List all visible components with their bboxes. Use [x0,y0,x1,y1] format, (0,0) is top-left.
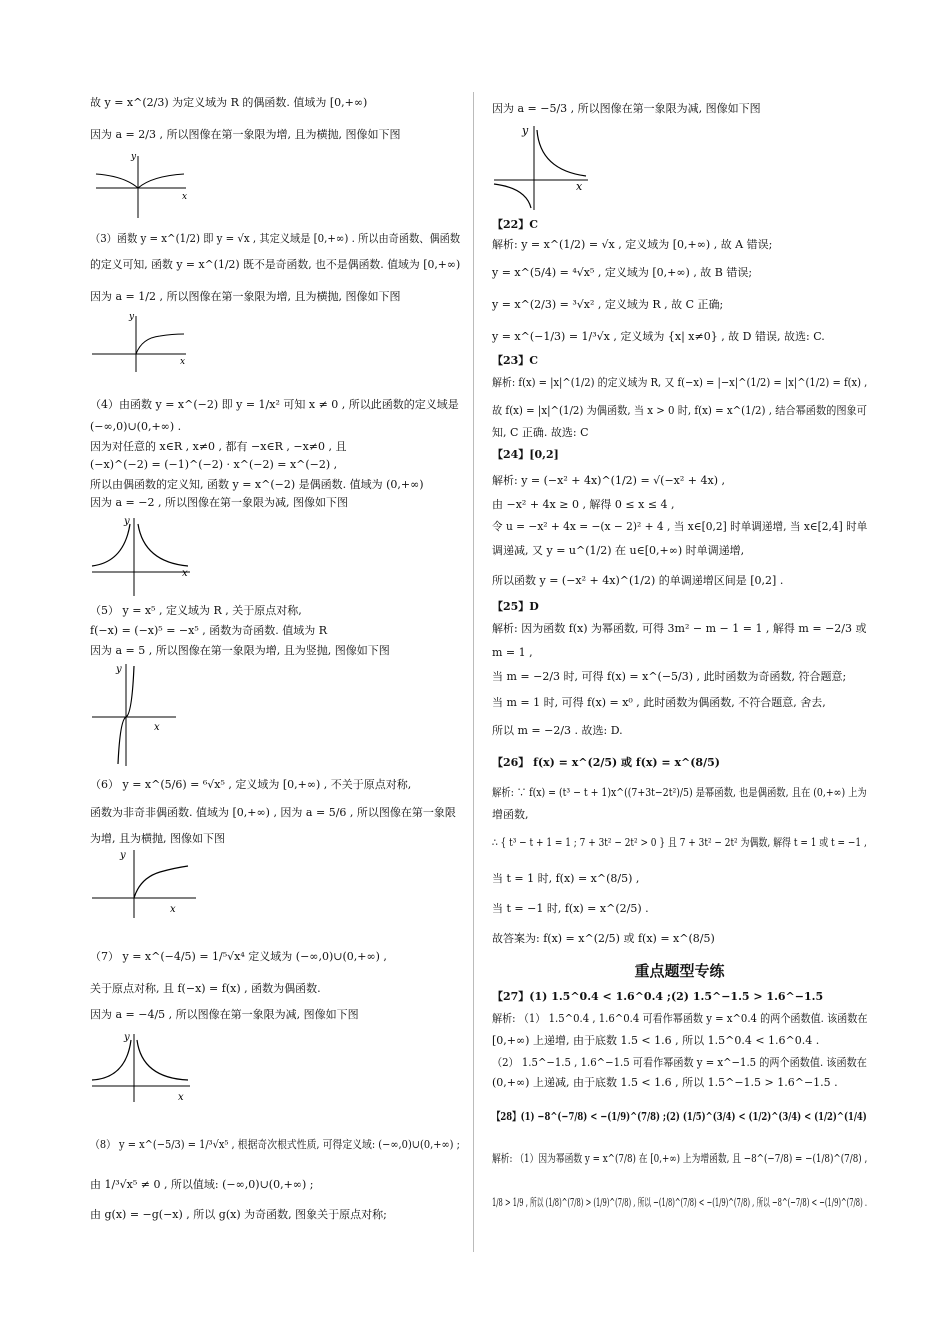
text-line: 故答案为: f(x) = x^(2/5) 或 f(x) = x^(8/5) [492,932,715,945]
text-line: y = x^(2/3) = ³√x² , 定义域为 R , 故 C 正确; [492,298,724,311]
text-line: 由 g(x) = −g(−x) , 所以 g(x) 为奇函数, 图象关于原点对称; [90,1208,387,1221]
text-line: 令 u = −x² + 4x = −(x − 2)² + 4 , 当 x∈[0,2] 时单调递增, 当 x∈[2,4] 时单 [492,520,868,533]
text-line: 当 m = 1 时, 可得 f(x) = x⁰ , 此时函数为偶函数, 不符合题意, 舍去, [492,696,826,709]
x-axis-label: x [182,192,188,202]
text-line: 解析: f(x) = |x|^(1/2) 的定义域为 R, 又 f(−x) = |−x|^(1/2) = |x|^(1/2) = f(x) , [492,376,868,389]
text-line: （4）由函数 y = x^(−2) 即 y = 1/x² 可知 x ≠ 0 , 所以此函数的定义域是 [90,398,459,411]
section-title: 重点题型专练 [634,962,725,980]
text-line: 的定义可知, 函数 y = x^(1/2) 既不是奇函数, 也不是偶函数. 值域为 [0,+∞) [90,258,461,271]
text-line: 因为对任意的 x∈R , x≠0 , 都有 −x∈R , −x≠0 , 且 [90,440,347,453]
text-line: (−x)^(−2) = (−1)^(−2) · x^(−2) = x^(−2) , [90,458,338,471]
x-axis-label: x [170,904,176,915]
text-line: （7） y = x^(−4/5) = 1/⁵√x⁴ 定义域为 (−∞,0)∪(0,+∞) , [90,950,387,963]
text-line: （8） y = x^(−5/3) = 1/³√x⁵ , 根据奇次根式性质, 可得定义域: (−∞,0)∪(0,+∞) ; [90,1138,460,1151]
text-line: y = x^(5/4) = ⁴√x⁵ , 定义域为 [0,+∞) , 故 B 错误; [492,266,753,279]
graph-x-neg2 [90,514,194,598]
text-line: 当 t = 1 时, f(x) = x^(8/5) , [492,872,640,885]
text-line: (0,+∞) 上递减, 由于底数 1.5 < 1.6 , 所以 1.5^−1.5 > 1.6^−1.5 . [492,1076,838,1089]
text-line: 关于原点对称, 且 f(−x) = f(x) , 函数为偶函数. [90,982,321,995]
y-axis-label: y [124,516,130,527]
x-axis-label: x [182,568,188,579]
y-axis-label: y [522,124,529,137]
text-line: 知, C 正确. 故选: C [492,426,589,439]
text-line: 所以 m = −2/3 . 故选: D. [492,724,623,737]
text-line: m = 1 , [492,646,533,659]
text-line: y = x^(−1/3) = 1/³√x , 定义域为 {x| x≠0} , 故 D 错误, 故选: C. [492,330,825,343]
answer-28: 【28】(1) −8^(−7/8) < −(1/9)^(7/8) ;(2) (1/5)^(3/4) < (1/2)^(3/4) < (1/2)^(1/4) [492,1110,867,1123]
text-line: （6） y = x^(5/6) = ⁶√x⁵ , 定义域为 [0,+∞) , 不关于原点对称, [90,778,412,791]
text-line: （5） y = x⁵ , 定义域为 R , 关于原点对称, [90,604,302,617]
y-axis-label: y [129,312,135,322]
text-line: 由 −x² + 4x ≥ 0 , 解得 0 ≤ x ≤ 4 , [492,498,675,511]
text-line: （3）函数 y = x^(1/2) 即 y = √x , 其定义域是 [0,+∞) . 所以由奇函数、偶函数 [90,232,461,245]
graph-x-1-2 [90,310,190,374]
text-line: 故 y = x^(2/3) 为定义域为 R 的偶函数. 值域为 [0,+∞) [90,96,368,109]
x-axis-label: x [154,722,160,733]
text-line: 函数为非奇非偶函数. 值域为 [0,+∞) , 因为 a = 5/6 , 所以图像在第一象限 [90,806,456,819]
y-axis-label: y [124,1032,130,1043]
text-line: 增函数, [492,808,529,821]
graph-x-neg4-5 [90,1030,194,1104]
answer-24: 【24】[0,2] [492,448,559,461]
text-line: [0,+∞) 上递增, 由于底数 1.5 < 1.6 , 所以 1.5^0.4 < 1.6^0.4 . [492,1034,820,1047]
graph-x-5-6 [90,846,200,920]
answer-26: 【26】 f(x) = x^(2/5) 或 f(x) = x^(8/5) [492,756,720,769]
answer-23: 【23】C [492,354,539,367]
y-axis-label: y [131,152,137,162]
text-line: 解析: y = (−x² + 4x)^(1/2) = √(−x² + 4x) , [492,474,725,487]
column-divider [473,92,474,1252]
answer-27: 【27】(1) 1.5^0.4 < 1.6^0.4 ;(2) 1.5^−1.5 > 1.6^−1.5 [492,990,824,1003]
text-line: 当 m = −2/3 时, 可得 f(x) = x^(−5/3) , 此时函数为奇函数, 符合题意; [492,670,847,683]
y-axis-label: y [116,664,122,675]
answer-22: 【22】C [492,218,539,231]
text-line: 解析: （1） 1.5^0.4 , 1.6^0.4 可看作幂函数 y = x^0.4 的两个函数值. 该函数在 [492,1012,868,1025]
x-axis-label: x [178,1092,184,1103]
text-line: f(−x) = (−x)⁵ = −x⁵ , 函数为奇函数. 值域为 R [90,624,327,637]
text-line: （2） 1.5^−1.5 , 1.6^−1.5 可看作幂函数 y = x^−1.5 的两个函数值. 该函数在 [492,1056,867,1069]
text-line: 因为 a = −5/3 , 所以图像在第一象限为减, 图像如下图 [492,102,761,115]
text-line: 所以函数 y = (−x² + 4x)^(1/2) 的单调递增区间是 [0,2] . [492,574,784,587]
graph-x-5 [90,662,180,768]
text-line: 因为 a = −4/5 , 所以图像在第一象限为减, 图像如下图 [90,1008,359,1021]
x-axis-label: x [180,357,186,367]
text-line: 因为 a = −2 , 所以图像在第一象限为减, 图像如下图 [90,496,348,509]
text-line: 1/8 > 1/9 , 所以 (1/8)^(7/8) > (1/9)^(7/8) , 所以 −(1/8)^(7/8) < −(1/9)^(7/8) , 所以 −8^(−7/8) < −(1/9)^(7/8) . [492,1196,867,1209]
text-line: 解析: 因为函数 f(x) 为幂函数, 可得 3m² − m − 1 = 1 , 解得 m = −2/3 或 [492,622,867,635]
answer-25: 【25】D [492,600,539,613]
text-line: (−∞,0)∪(0,+∞) . [90,420,182,433]
text-line: 由 1/³√x⁵ ≠ 0 , 所以值域: (−∞,0)∪(0,+∞) ; [90,1178,314,1191]
graph-x-neg5-3 [492,122,592,212]
graph-x-2-3 [94,150,190,220]
text-line: 因为 a = 1/2 , 所以图像在第一象限为增, 且为横抛, 图像如下图 [90,290,401,303]
text-line: 解析: y = x^(1/2) = √x , 定义域为 [0,+∞) , 故 A 错误; [492,238,773,251]
text-line: 解析: （1）因为幂函数 y = x^(7/8) 在 [0,+∞) 上为增函数, 且 −8^(−7/8) = −(1/8)^(7/8) , [492,1152,868,1165]
text-line: 故 f(x) = |x|^(1/2) 为偶函数, 当 x > 0 时, f(x) = x^(1/2) , 结合幂函数的图象可 [492,404,867,417]
y-axis-label: y [120,850,126,861]
text-line: 当 t = −1 时, f(x) = x^(2/5) . [492,902,649,915]
text-line: 为增, 且为横抛, 图像如下图 [90,832,225,845]
text-line: ∴ { t³ − t + 1 = 1 ; 7 + 3t² − 2t² > 0 } 且 7 + 3t² − 2t² 为偶数, 解得 t = 1 或 t = −1 , [492,836,867,849]
text-line: 解析: ∵ f(x) = (t³ − t + 1)x^((7+3t−2t²)/5) 是幂函数, 也是偶函数, 且在 (0,+∞) 上为 [492,786,867,799]
x-axis-label: x [576,180,583,193]
text-line: 所以由偶函数的定义知, 函数 y = x^(−2) 是偶函数. 值域为 (0,+∞) [90,478,424,491]
text-line: 调递减, 又 y = u^(1/2) 在 u∈[0,+∞) 时单调递增, [492,544,745,557]
text-line: 因为 a = 2/3 , 所以图像在第一象限为增, 且为横抛, 图像如下图 [90,128,401,141]
text-line: 因为 a = 5 , 所以图像在第一象限为增, 且为竖抛, 图像如下图 [90,644,390,657]
